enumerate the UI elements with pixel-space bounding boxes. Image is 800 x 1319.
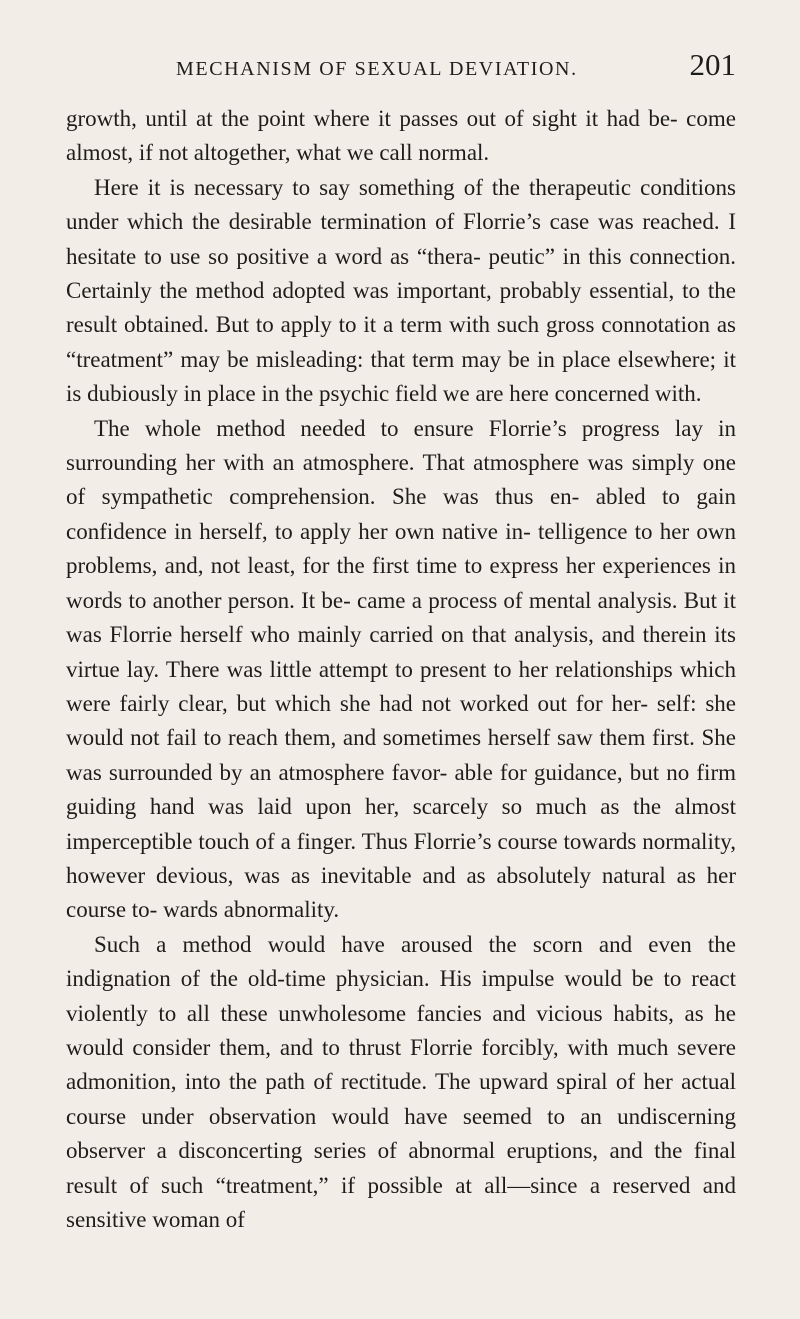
paragraph-continued: growth, until at the point where it passes out of sight it had be- come almost, if not altogether, what we call normal. (66, 106, 736, 166)
paragraph-therapeutic-conditions: Here it is necessary to say something of the therapeutic conditions under which the desirable termination of Florrie’s case was reached. I hesitate to use so positive a word as “thera- peutic” in this connection. Certainly the method adopted was important, probably essential, to the result obtained. But to apply to it a term with such gross connotation as “treatment” may be misleading: that term may be in place elsewhere; it is dubiously in place in the psychic field we are here concerned with. (66, 174, 736, 407)
paragraph-whole-method: The whole method needed to ensure Florrie’s progress lay in surrounding her with an atmosphere. That atmosphere was simply one of sympathetic comprehension. She was thus en- abled to gain confidence in herself, to apply her own native in- telligence to her own problems, and, not least, for the first time to express her experiences in words to another person. It be- came a process of mental analysis. But it was Florrie herself who mainly carried on that analysis, and therein its virtue lay. There was little attempt to present to her relationships which were fairly clear, but which she had not worked out for her- self: she would not fail to reach them, and sometimes herself saw them first. She was surrounded by an atmosphere favor- able for guidance, but no firm guiding hand was laid upon her, scarcely so much as the almost imperceptible touch of a finger. Thus Florrie’s course towards normality, however devious, was as inevitable and as absolutely natural as her course to- wards abnormality. (66, 415, 736, 923)
running-head (66, 48, 736, 98)
running-title: MECHANISM OF SEXUAL DEVIATION. (176, 58, 578, 80)
body-text (66, 102, 736, 1237)
paragraph-old-time-physician: Such a method would have aroused the scorn and even the indignation of the old-time physician. His impulse would be to react violently to all these unwholesome fancies and vicious habits, as he would consider them, and to thrust Florrie forcibly, with much severe admonition, into the path of rectitude. The upward spiral of her actual course under observation would have seemed to an undiscerning observer a disconcerting series of abnormal eruptions, and the final result of such “treatment,” if possible at all—since a reserved and sensitive woman of (66, 931, 736, 1232)
book-page (66, 48, 736, 1237)
page-number: 201 (689, 47, 736, 82)
